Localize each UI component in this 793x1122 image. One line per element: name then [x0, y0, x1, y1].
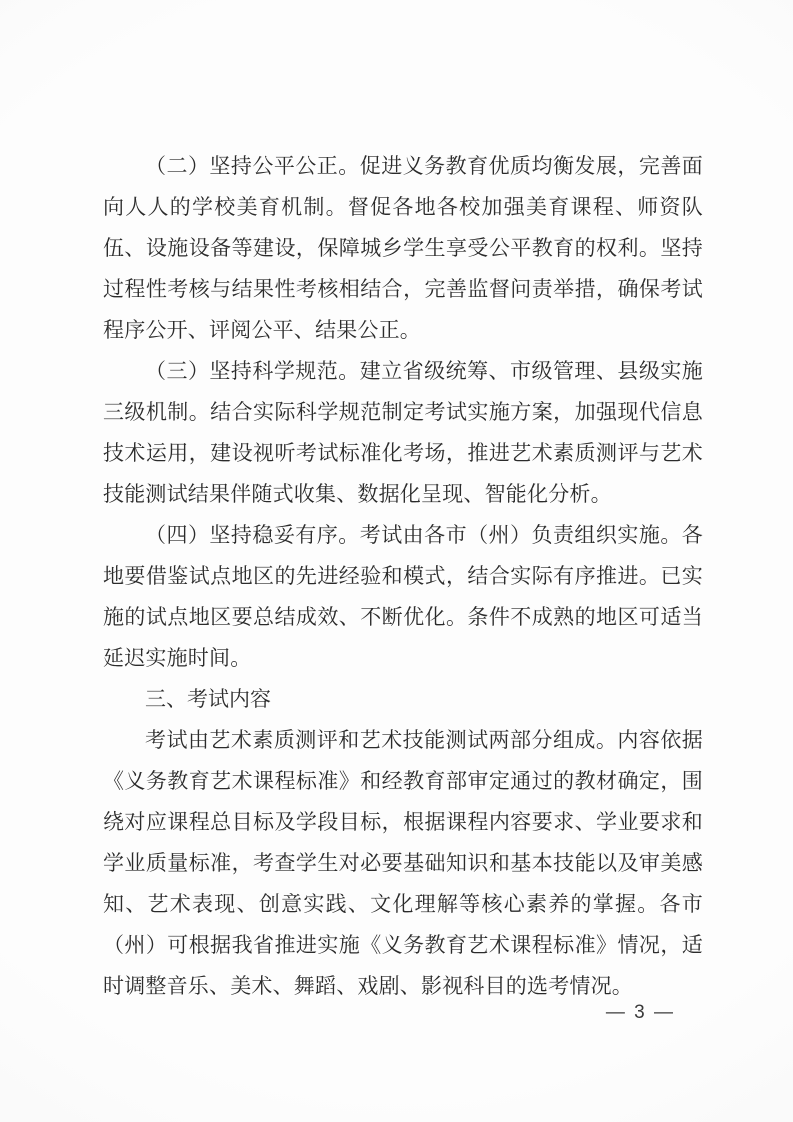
paragraph-principle-fairness: （二）坚持公平公正。促进义务教育优质均衡发展，完善面向人人的学校美育机制。督促各地各校加强美育课程、师资队伍、设施设备等建设，保障城乡学生享受公平教育的权利。坚持过程性考核与结果性考核相结合，完善监督问责举措，确保考试程序公开、评阅公平、结果公正。 [103, 155, 703, 342]
section-heading-exam-content: 三、考试内容 [145, 688, 271, 711]
paragraph-principle-steady-orderly: （四）坚持稳妥有序。考试由各市（州）负责组织实施。各地要借鉴试点地区的先进经验和模式，结合实际有序推进。已实施的试点地区要总结成效、不断优化。条件不成熟的地区可适当延迟实施时间。 [103, 524, 703, 670]
page-number: — 3 — [605, 1002, 675, 1023]
paragraph-principle-scientific-standards: （三）坚持科学规范。建立省级统筹、市级管理、县级实施三级机制。结合实际科学规范制定考试实施方案，加强现代信息技术运用，建设视听考试标准化考场，推进艺术素质测评与艺术技能测试结果伴随式收集、数据化呈现、智能化分析。 [103, 360, 703, 506]
document-body [103, 146, 703, 1007]
paragraph-exam-content: 考试由艺术素质测评和艺术技能测试两部分组成。内容依据《义务教育艺术课程标准》和经教育部审定通过的教材确定，围绕对应课程总目标及学段目标，根据课程内容要求、学业要求和学业质量标准，考查学生对必要基础知识和基本技能以及审美感知、艺术表现、创意实践、文化理解等核心素养的掌握。各市（州）可根据我省推进实施《义务教育艺术课程标准》情况，适时调整音乐、美术、舞蹈、戏剧、影视科目的选考情况。 [103, 729, 703, 998]
